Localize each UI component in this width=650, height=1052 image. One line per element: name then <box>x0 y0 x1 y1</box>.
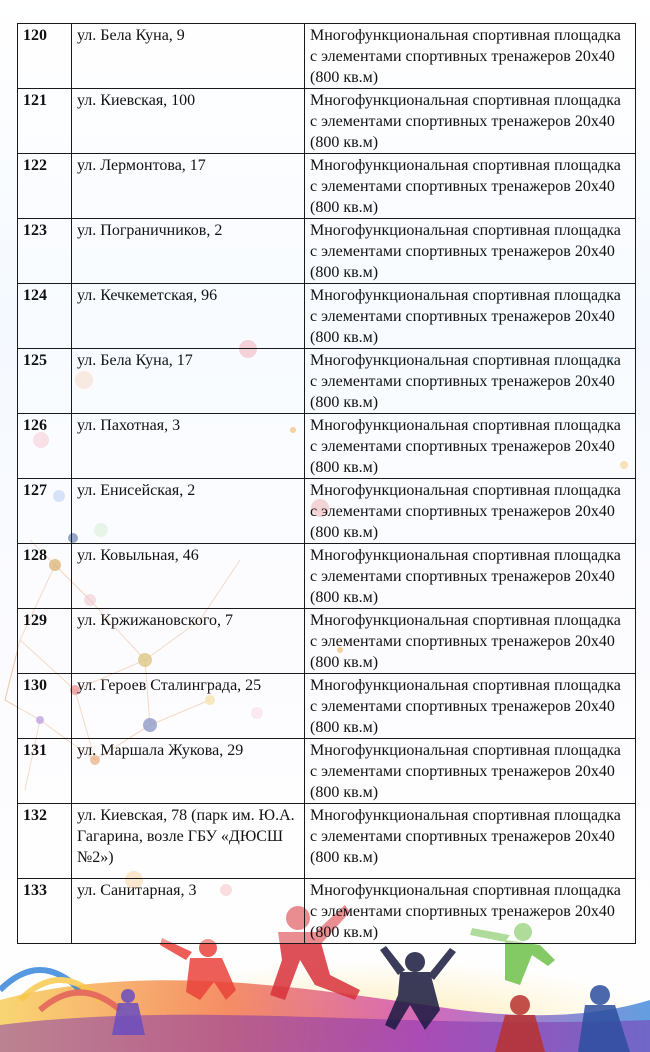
table-row <box>18 89 636 154</box>
row-number: 132 <box>18 804 72 879</box>
table-row <box>18 284 636 349</box>
row-address: ул. Лермонтова, 17 <box>72 154 305 219</box>
row-number: 120 <box>18 24 72 89</box>
row-description: Многофункциональная спортивная площадка с элементами спортивных тренажеров 20х40 (800 кв.м) <box>305 349 636 414</box>
table-row <box>18 544 636 609</box>
row-address: ул. Ковыльная, 46 <box>72 544 305 609</box>
row-number: 131 <box>18 739 72 804</box>
table-row <box>18 674 636 739</box>
row-description: Многофункциональная спортивная площадка с элементами спортивных тренажеров 20х40 (800 кв.м) <box>305 609 636 674</box>
table-row <box>18 739 636 804</box>
row-address: ул. Киевская, 78 (парк им. Ю.А. Гагарина, возле ГБУ «ДЮСШ №2») <box>72 804 305 879</box>
row-address: ул. Кечкеметская, 96 <box>72 284 305 349</box>
row-number: 122 <box>18 154 72 219</box>
row-description: Многофункциональная спортивная площадка с элементами спортивных тренажеров 20х40 (800 кв.м) <box>305 544 636 609</box>
row-number: 126 <box>18 414 72 479</box>
row-description: Многофункциональная спортивная площадка с элементами спортивных тренажеров 20х40 (800 кв.м) <box>305 284 636 349</box>
row-address: ул. Кржижановского, 7 <box>72 609 305 674</box>
table-row <box>18 879 636 944</box>
table-row <box>18 219 636 284</box>
row-description: Многофункциональная спортивная площадка с элементами спортивных тренажеров 20х40 (800 кв.м) <box>305 739 636 804</box>
row-address: ул. Санитарная, 3 <box>72 879 305 944</box>
row-number: 125 <box>18 349 72 414</box>
row-address: ул. Героев Сталинграда, 25 <box>72 674 305 739</box>
row-number: 130 <box>18 674 72 739</box>
row-description: Многофункциональная спортивная площадка с элементами спортивных тренажеров 20х40 (800 кв.м) <box>305 89 636 154</box>
row-address: ул. Енисейская, 2 <box>72 479 305 544</box>
table-row <box>18 414 636 479</box>
row-number: 123 <box>18 219 72 284</box>
row-description: Многофункциональная спортивная площадка с элементами спортивных тренажеров 20х40 (800 кв.м) <box>305 24 636 89</box>
row-number: 124 <box>18 284 72 349</box>
row-description: Многофункциональная спортивная площадка с элементами спортивных тренажеров 20х40 (800 кв.м) <box>305 674 636 739</box>
table-row <box>18 804 636 879</box>
row-description: Многофункциональная спортивная площадка с элементами спортивных тренажеров 20х40 (800 кв.м) <box>305 154 636 219</box>
row-address: ул. Киевская, 100 <box>72 89 305 154</box>
table-row <box>18 609 636 674</box>
row-description: Многофункциональная спортивная площадка с элементами спортивных тренажеров 20х40 (800 кв.м) <box>305 414 636 479</box>
row-description: Многофункциональная спортивная площадка с элементами спортивных тренажеров 20х40 (800 кв.м) <box>305 879 636 944</box>
row-number: 133 <box>18 879 72 944</box>
sports-grounds-table <box>17 23 636 944</box>
row-number: 129 <box>18 609 72 674</box>
row-address: ул. Пахотная, 3 <box>72 414 305 479</box>
row-number: 127 <box>18 479 72 544</box>
row-description: Многофункциональная спортивная площадка с элементами спортивных тренажеров 20х40 (800 кв.м) <box>305 804 636 879</box>
table-row <box>18 154 636 219</box>
table-body <box>18 24 636 944</box>
table-row <box>18 24 636 89</box>
table-row <box>18 479 636 544</box>
row-description: Многофункциональная спортивная площадка с элементами спортивных тренажеров 20х40 (800 кв.м) <box>305 479 636 544</box>
row-number: 121 <box>18 89 72 154</box>
row-description: Многофункциональная спортивная площадка с элементами спортивных тренажеров 20х40 (800 кв.м) <box>305 219 636 284</box>
row-address: ул. Пограничников, 2 <box>72 219 305 284</box>
row-number: 128 <box>18 544 72 609</box>
row-address: ул. Бела Куна, 9 <box>72 24 305 89</box>
table-row <box>18 349 636 414</box>
row-address: ул. Маршала Жукова, 29 <box>72 739 305 804</box>
row-address: ул. Бела Куна, 17 <box>72 349 305 414</box>
